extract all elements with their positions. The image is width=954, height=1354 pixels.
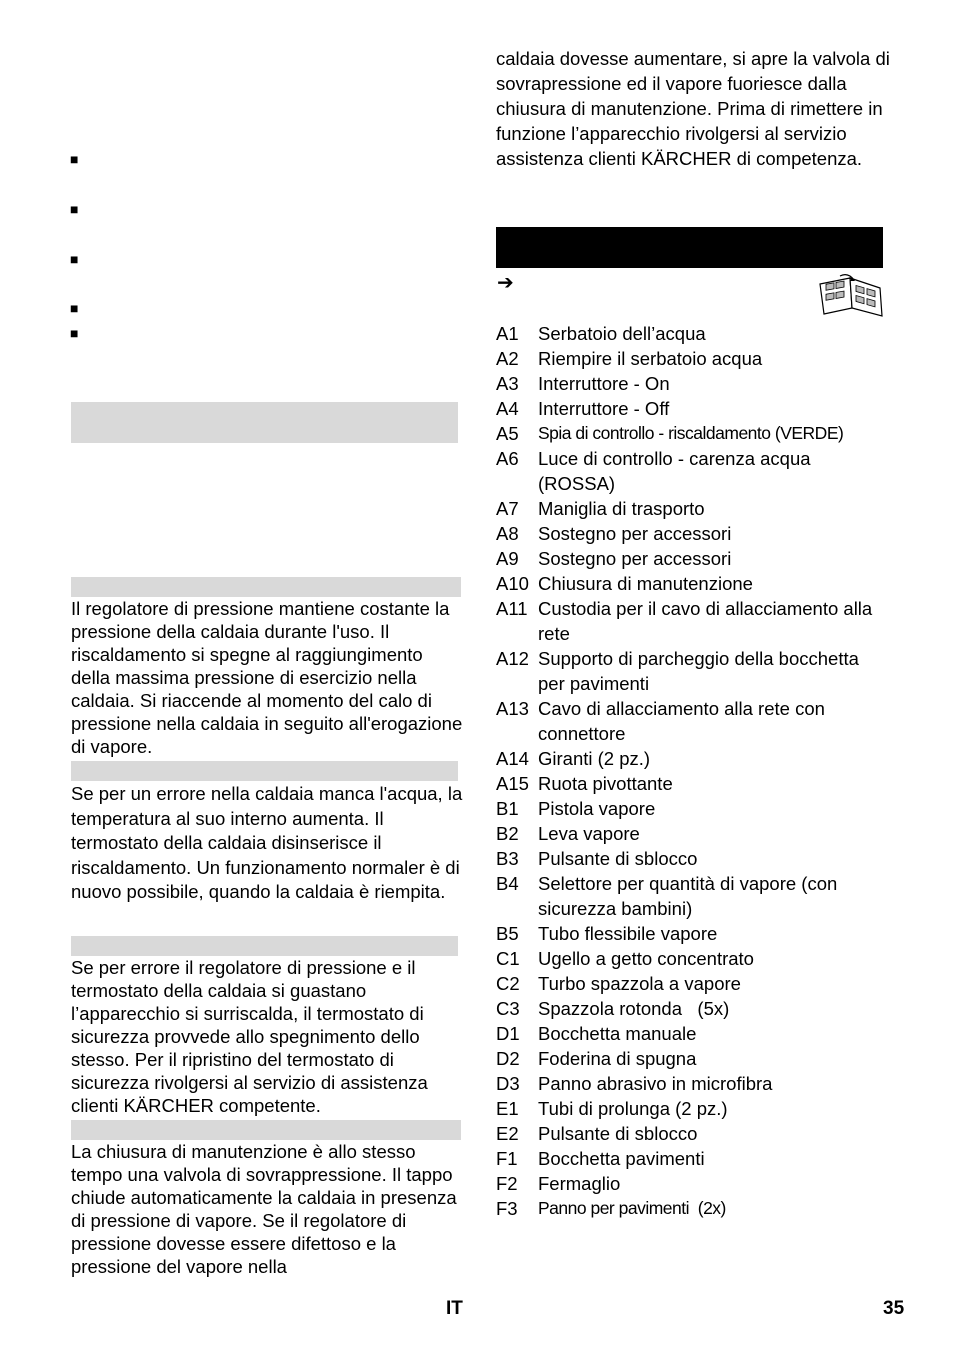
item-code: A8 xyxy=(496,523,519,544)
item-label: Spazzola rotonda (5x) xyxy=(538,998,730,1019)
item-code: A3 xyxy=(496,373,519,394)
item-code: A5 xyxy=(496,423,519,444)
maintenance-cap-paragraph: La chiusura di manutenzione è allo stesso tempo una valvola di sovrappressione. Il tappo chiude automaticamente la caldaia in presenza di pressione di vapore. Se il regolatore di pressione dovesse essere difettoso e la pressione del vapore nella xyxy=(71,1141,457,1277)
item-label: Chiusura di manutenzione xyxy=(538,573,753,594)
item-label: Pistola vapore xyxy=(538,798,656,819)
item-label: Sostegno per accessori xyxy=(538,548,732,569)
item-code: A2 xyxy=(496,348,519,369)
item-code: A10 xyxy=(496,573,529,594)
item-label: Panno per pavimenti (2x) xyxy=(538,1198,726,1218)
item-label: Bocchetta manuale xyxy=(538,1023,697,1044)
bullet-marker: ■ xyxy=(70,251,79,267)
item-code: A13 xyxy=(496,698,529,719)
subsection-heading-bar xyxy=(71,936,458,956)
item-label: Interruttore - On xyxy=(538,373,670,394)
item-code: A4 xyxy=(496,398,519,419)
bullet-marker: ■ xyxy=(70,151,79,167)
item-code: A11 xyxy=(496,598,528,619)
item-code: A6 xyxy=(496,448,519,469)
item-label: Leva vapore xyxy=(538,823,640,844)
item-code: B1 xyxy=(496,798,519,819)
item-code: E1 xyxy=(496,1098,519,1119)
language-code: IT xyxy=(446,1298,463,1319)
continued-paragraph: caldaia dovesse aumentare, si apre la valvola di sovrapressione ed il vapore fuoriesce dalla chiusura di manutenzione. Prima di rimettere in funzione l’apparecchio rivolgersi al servizio assistenza clienti KÄRCHER di competenza. xyxy=(496,48,890,169)
item-label: Ugello a getto concentrato xyxy=(538,948,754,969)
arrow-right-icon: ➔ xyxy=(497,272,514,294)
item-code: B2 xyxy=(496,823,519,844)
item-label: Cavo di allacciamento alla rete con connettore xyxy=(538,698,825,744)
item-code: E2 xyxy=(496,1123,519,1144)
bullet-marker: ■ xyxy=(70,201,79,217)
item-code: F3 xyxy=(496,1198,518,1219)
item-code: A9 xyxy=(496,548,519,569)
item-label: Turbo spazzola a vapore xyxy=(538,973,741,994)
item-label: Luce di controllo - carenza acqua (ROSSA) xyxy=(538,448,811,494)
item-label: Pulsante di sblocco xyxy=(538,1123,698,1144)
item-label: Supporto di parcheggio della bocchetta per pavimenti xyxy=(538,648,859,694)
item-label: Bocchetta pavimenti xyxy=(538,1148,705,1169)
item-label: Selettore per quantità di vapore (con sicurezza bambini) xyxy=(538,873,838,919)
item-code: F1 xyxy=(496,1148,518,1169)
item-code: F2 xyxy=(496,1173,518,1194)
item-label: Interruttore - Off xyxy=(538,398,670,419)
pressure-regulator-paragraph: Il regolatore di pressione mantiene costante la pressione della caldaia durante l'uso. Il riscaldamento si spegne al raggiungimento della massima pressione di esercizio nella caldaia. Si riaccende al momento del calo di pressione nella caldaia in seguito all'erogazione di vapore. xyxy=(71,598,463,757)
section-heading-bar xyxy=(71,402,458,443)
item-code: A12 xyxy=(496,648,529,669)
item-label: Giranti (2 pz.) xyxy=(538,748,651,769)
item-code: B3 xyxy=(496,848,519,869)
item-label: Panno abrasivo in microfibra xyxy=(538,1073,773,1094)
item-code: A14 xyxy=(496,748,529,769)
item-code: C1 xyxy=(496,948,520,969)
item-label: Maniglia di trasporto xyxy=(538,498,705,519)
safety-thermostat-paragraph: Se per errore il regolatore di pressione e il termostato della caldaia si guastano l’apparecchio si surriscalda, il termostato di sicurezza provvede allo spegnimento dello stesso. Per il ripristino del termostato di sicurezza rivolgersi al servizio di assistenza clienti KÄRCHER competente. xyxy=(71,957,428,1116)
item-code: C3 xyxy=(496,998,520,1019)
item-code: A1 xyxy=(496,323,519,344)
item-label: Sostegno per accessori xyxy=(538,523,732,544)
item-code: C2 xyxy=(496,973,520,994)
item-label: Fermaglio xyxy=(538,1173,621,1194)
bullet-marker: ■ xyxy=(70,300,79,316)
item-code: D3 xyxy=(496,1073,520,1094)
manual-book-icon xyxy=(816,274,886,318)
item-label: Tubo flessibile vapore xyxy=(538,923,718,944)
item-code: B4 xyxy=(496,873,519,894)
item-label: Foderina di spugna xyxy=(538,1048,697,1069)
item-code: A15 xyxy=(496,773,529,794)
item-label: Spia di controllo - riscaldamento (VERDE) xyxy=(538,423,844,443)
item-label: Pulsante di sblocco xyxy=(538,848,698,869)
item-code: B5 xyxy=(496,923,519,944)
item-code: D1 xyxy=(496,1023,520,1044)
item-label: Serbatoio dell’acqua xyxy=(538,323,706,344)
page-number: 35 xyxy=(883,1298,905,1319)
item-label: Tubi di prolunga (2 pz.) xyxy=(538,1098,728,1119)
bullet-marker: ■ xyxy=(70,325,79,341)
item-label: Riempire il serbatoio acqua xyxy=(538,348,763,369)
subsection-heading-bar xyxy=(71,577,461,597)
item-label: Custodia per il cavo di allacciamento alla rete xyxy=(538,598,873,644)
subsection-heading-bar xyxy=(71,1120,461,1140)
item-code: A7 xyxy=(496,498,519,519)
section-heading-bar-black xyxy=(496,227,883,268)
boiler-thermostat-paragraph: Se per un errore nella caldaia manca l'acqua, la temperatura al suo interno aumenta. Il termostato della caldaia disinserisce il riscaldamento. Un funzionamento normaler è di nuovo possibile, quando la caldaia è riempita. xyxy=(71,783,463,902)
subsection-heading-bar xyxy=(71,761,458,781)
item-label: Ruota pivottante xyxy=(538,773,673,794)
item-code: D2 xyxy=(496,1048,520,1069)
